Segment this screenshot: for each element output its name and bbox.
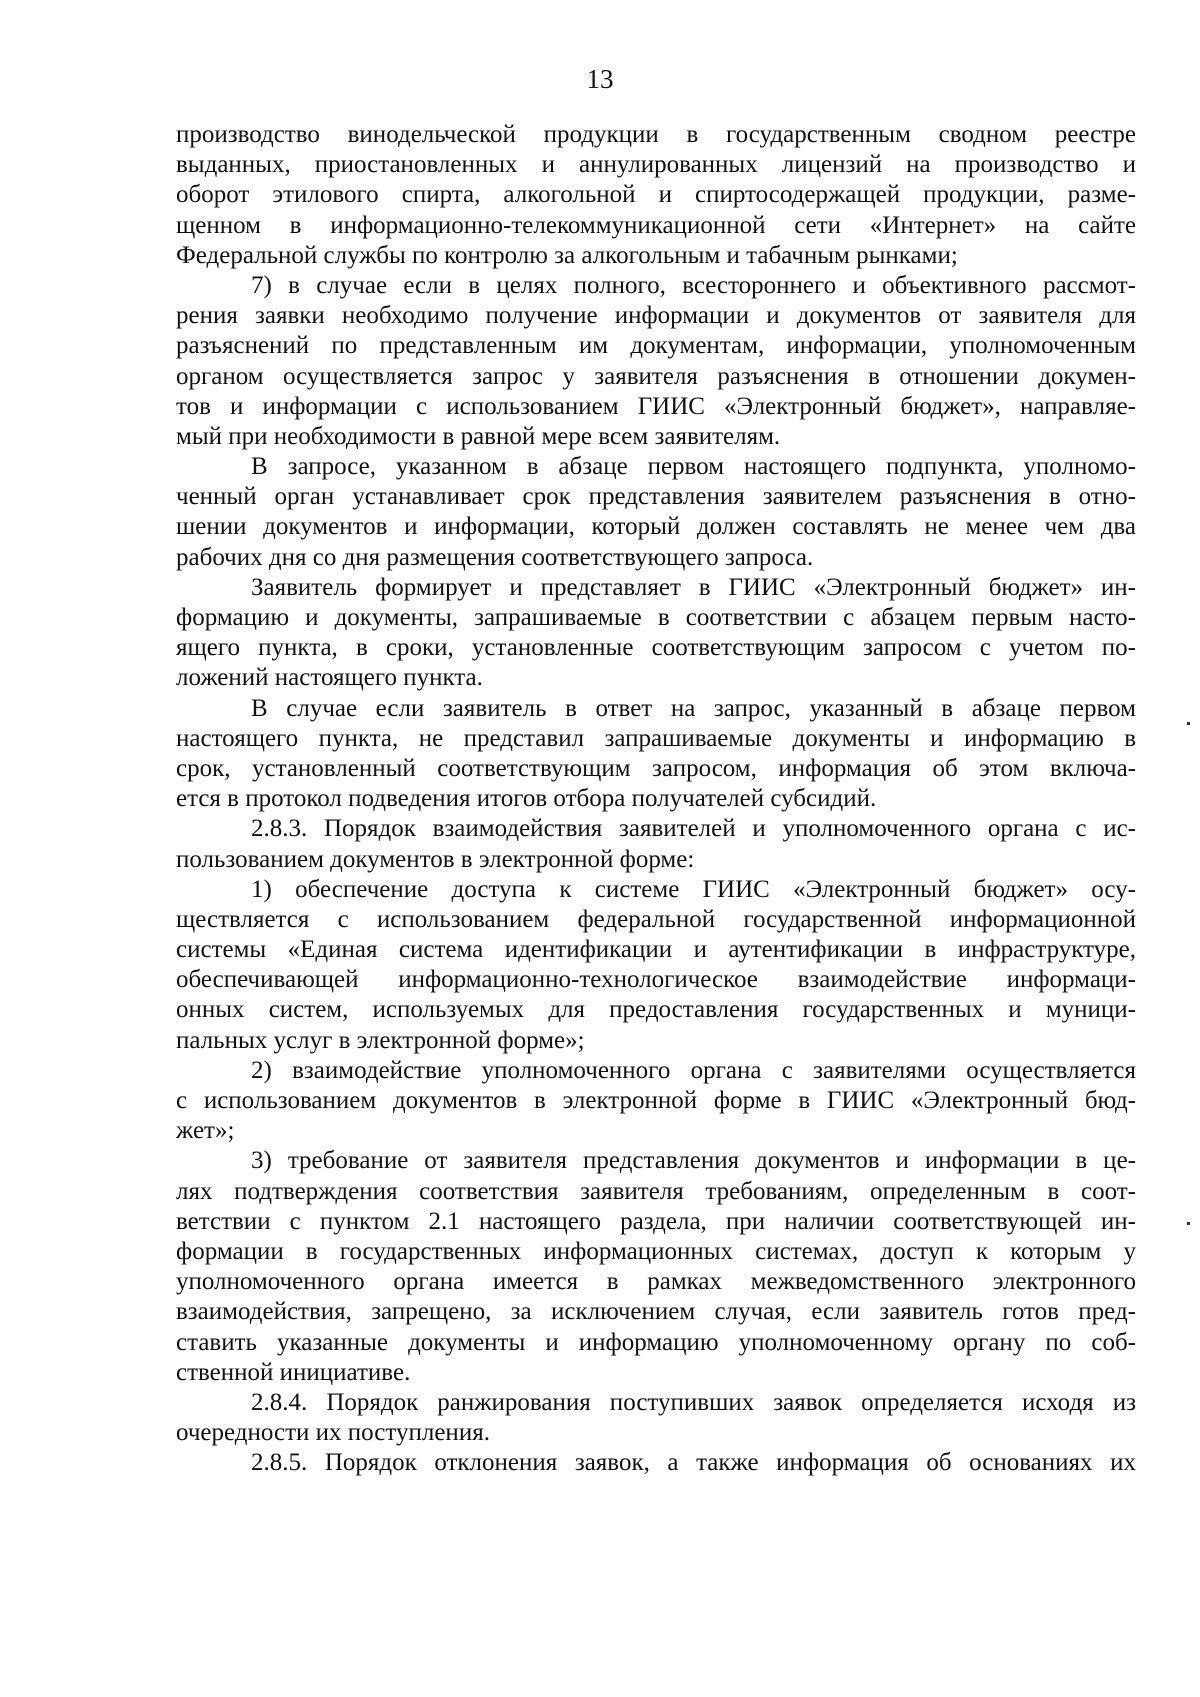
text-line: 2) взаимодействие уполномоченного органа с заявителями осуществляется (251, 1056, 1136, 1084)
text-line: ется в протокол подведения итогов отбора получателей субсидий. (176, 785, 877, 813)
text-line: шении документов и информации, который должен составлять не менее чем два (176, 513, 1136, 541)
text-line: выданных, приостановленных и аннулированных лицензий на производство и (176, 151, 1136, 179)
text-line: ящего пункта, в сроки, установленные соответствующим запросом с учетом по- (176, 634, 1136, 662)
text-line: ложений настоящего пункта. (176, 664, 483, 692)
text-line: В запросе, указанном в абзаце первом настоящего подпункта, уполномо- (251, 453, 1136, 481)
text-line: рения заявки необходимо получение информации и документов от заявителя для (176, 302, 1136, 330)
text-line: пальных услуг в электронной форме»; (176, 1026, 585, 1054)
text-line: рабочих дня со дня размещения соответствующего запроса. (176, 543, 814, 571)
text-line: обеспечивающей информационно-технологическое взаимодействие информаци- (176, 966, 1136, 994)
text-line: Заявитель формирует и представляет в ГИИС «Электронный бюджет» ин- (251, 573, 1136, 601)
text-line: срок, установленный соответствующим запросом, информация об этом включа- (176, 754, 1136, 782)
text-line: 1) обеспечение доступа к системе ГИИС «Электронный бюджет» осу- (251, 875, 1136, 903)
text-line: настоящего пункта, не представил запрашиваемые документы и информацию в (176, 724, 1136, 752)
text-line: 2.8.3. Порядок взаимодействия заявителей и уполномоченного органа с ис- (251, 815, 1136, 843)
text-line: уполномоченного органа имеется в рамках межведомственного электронного (176, 1268, 1136, 1296)
text-line: 7) в случае если в целях полного, всестороннего и объективного рассмот- (251, 271, 1136, 299)
text-line: 2.8.4. Порядок ранжирования поступивших заявок определяется исходя из (251, 1388, 1136, 1416)
text-line: онных систем, используемых для предоставления государственных и муници- (176, 996, 1136, 1024)
page-number: 13 (586, 64, 614, 94)
text-line: формации в государственных информационных системах, доступ к которым у (176, 1237, 1136, 1265)
scan-speck (1187, 1222, 1190, 1225)
text-line: системы «Единая система идентификации и аутентификации в инфраструктуре, (176, 936, 1136, 964)
text-line: щенном в информационно-телекоммуникационной сети «Интернет» на сайте (176, 211, 1136, 239)
text-line: ственной инициативе. (176, 1358, 411, 1386)
text-line: ветствии с пунктом 2.1 настоящего раздела, при наличии соответствующей ин- (176, 1207, 1136, 1235)
text-line: жет»; (176, 1117, 235, 1145)
text-line: взаимодействия, запрещено, за исключением случая, если заявитель готов пред- (176, 1298, 1136, 1326)
text-line: тов и информации с использованием ГИИС «Электронный бюджет», направляе- (176, 392, 1136, 420)
text-line: пользованием документов в электронной форме: (176, 845, 695, 873)
text-line: ставить указанные документы и информацию уполномоченному органу по соб- (176, 1328, 1136, 1356)
text-line: ченный орган устанавливает срок представления заявителем разъяснения в отно- (176, 483, 1136, 511)
text-line: оборот этилового спирта, алкогольной и спиртосодержащей продукции, разме- (176, 181, 1136, 209)
text-line: производство винодельческой продукции в государственным сводном реестре (176, 121, 1136, 148)
document-body (176, 120, 1136, 1478)
text-line: разъяснений по представленным им документам, информации, уполномоченным (176, 332, 1136, 360)
text-line: 2.8.5. Порядок отклонения заявок, а также информация об основаниях их (251, 1449, 1136, 1477)
text-line: органом осуществляется запрос у заявителя разъяснения в отношении докумен- (176, 362, 1136, 390)
text-line: 3) требование от заявителя представления документов и информации в це- (251, 1147, 1136, 1175)
text-line: ществляется с использованием федеральной государственной информационной (176, 905, 1136, 933)
text-line: с использованием документов в электронной форме в ГИИС «Электронный бюд- (176, 1087, 1136, 1114)
text-line: очередности их поступления. (176, 1419, 490, 1447)
text-line: мый при необходимости в равной мере всем заявителям. (176, 422, 781, 450)
text-line: Федеральной службы по контролю за алкогольным и табачным рынками; (176, 241, 958, 269)
text-line: В случае если заявитель в ответ на запрос, указанный в абзаце первом (251, 694, 1136, 722)
text-line: лях подтверждения соответствия заявителя требованиям, определенным в соот- (176, 1177, 1136, 1205)
text-line: формацию и документы, запрашиваемые в соответствии с абзацем первым насто- (176, 604, 1136, 631)
scan-speck (1187, 722, 1190, 725)
